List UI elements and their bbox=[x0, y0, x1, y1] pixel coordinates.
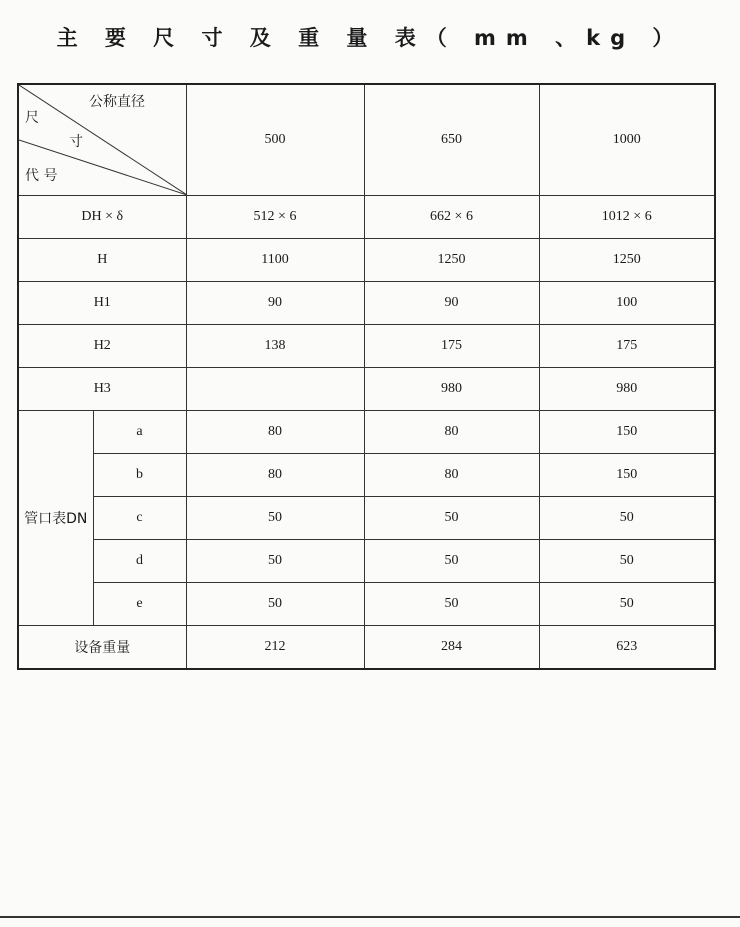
nozzle-label: a bbox=[93, 411, 186, 454]
column-header: 1000 bbox=[539, 84, 715, 196]
size-label-chi: 尺 bbox=[25, 110, 39, 126]
size-label-cun: 寸 bbox=[69, 134, 83, 150]
cell-value: 50 bbox=[364, 583, 539, 626]
row-label: H1 bbox=[18, 282, 186, 325]
cell-value: 50 bbox=[539, 540, 715, 583]
row-label: H2 bbox=[18, 325, 186, 368]
bottom-divider bbox=[0, 916, 740, 918]
cell-value: 50 bbox=[186, 540, 364, 583]
nozzle-label: c bbox=[93, 497, 186, 540]
weight-row bbox=[18, 626, 715, 670]
cell-value: 980 bbox=[364, 368, 539, 411]
cell-value: 90 bbox=[364, 282, 539, 325]
nominal-diameter-label: 公称直径 bbox=[89, 94, 145, 110]
row-label: H bbox=[18, 239, 186, 282]
nozzle-label: b bbox=[93, 454, 186, 497]
table-row bbox=[18, 282, 715, 325]
cell-value: 138 bbox=[186, 325, 364, 368]
cell-value: 50 bbox=[539, 583, 715, 626]
cell-value: 512 × 6 bbox=[186, 196, 364, 239]
cell-value: 175 bbox=[539, 325, 715, 368]
cell-value: 150 bbox=[539, 411, 715, 454]
cell-value: 80 bbox=[186, 454, 364, 497]
nozzle-row bbox=[18, 411, 715, 454]
cell-value: 80 bbox=[364, 411, 539, 454]
table-row bbox=[18, 196, 715, 239]
column-header: 650 bbox=[364, 84, 539, 196]
nozzle-row bbox=[18, 583, 715, 626]
table-row bbox=[18, 239, 715, 282]
nozzle-group-label: 管口表DN bbox=[18, 411, 93, 626]
table-header-row bbox=[18, 84, 715, 196]
nozzle-row bbox=[18, 540, 715, 583]
row-label: DH × δ bbox=[18, 196, 186, 239]
cell-value: 50 bbox=[186, 497, 364, 540]
cell-value: 50 bbox=[539, 497, 715, 540]
cell-value: 1012 × 6 bbox=[539, 196, 715, 239]
nozzle-row bbox=[18, 454, 715, 497]
cell-value: 50 bbox=[364, 540, 539, 583]
cell-value: 175 bbox=[364, 325, 539, 368]
cell-value: 662 × 6 bbox=[364, 196, 539, 239]
cell-value bbox=[186, 368, 364, 411]
cell-value: 80 bbox=[186, 411, 364, 454]
column-header: 500 bbox=[186, 84, 364, 196]
cell-value: 50 bbox=[364, 497, 539, 540]
row-label: H3 bbox=[18, 368, 186, 411]
nozzle-label: d bbox=[93, 540, 186, 583]
weight-label: 设备重量 bbox=[18, 626, 186, 670]
cell-value: 50 bbox=[186, 583, 364, 626]
cell-value: 90 bbox=[186, 282, 364, 325]
code-label: 代 号 bbox=[25, 168, 58, 184]
table-row bbox=[18, 325, 715, 368]
nozzle-label: e bbox=[93, 583, 186, 626]
nozzle-row bbox=[18, 497, 715, 540]
diagonal-header-cell bbox=[18, 84, 186, 196]
cell-value: 150 bbox=[539, 454, 715, 497]
dimension-table bbox=[17, 83, 716, 670]
cell-value: 1100 bbox=[186, 239, 364, 282]
cell-value: 1250 bbox=[539, 239, 715, 282]
page-title: 主 要 尺 寸 及 重 量 表（ mm 、kg ） bbox=[56, 26, 684, 50]
cell-value: 1250 bbox=[364, 239, 539, 282]
cell-value: 980 bbox=[539, 368, 715, 411]
cell-value: 623 bbox=[539, 626, 715, 670]
cell-value: 100 bbox=[539, 282, 715, 325]
cell-value: 80 bbox=[364, 454, 539, 497]
cell-value: 284 bbox=[364, 626, 539, 670]
cell-value: 212 bbox=[186, 626, 364, 670]
table-row bbox=[18, 368, 715, 411]
